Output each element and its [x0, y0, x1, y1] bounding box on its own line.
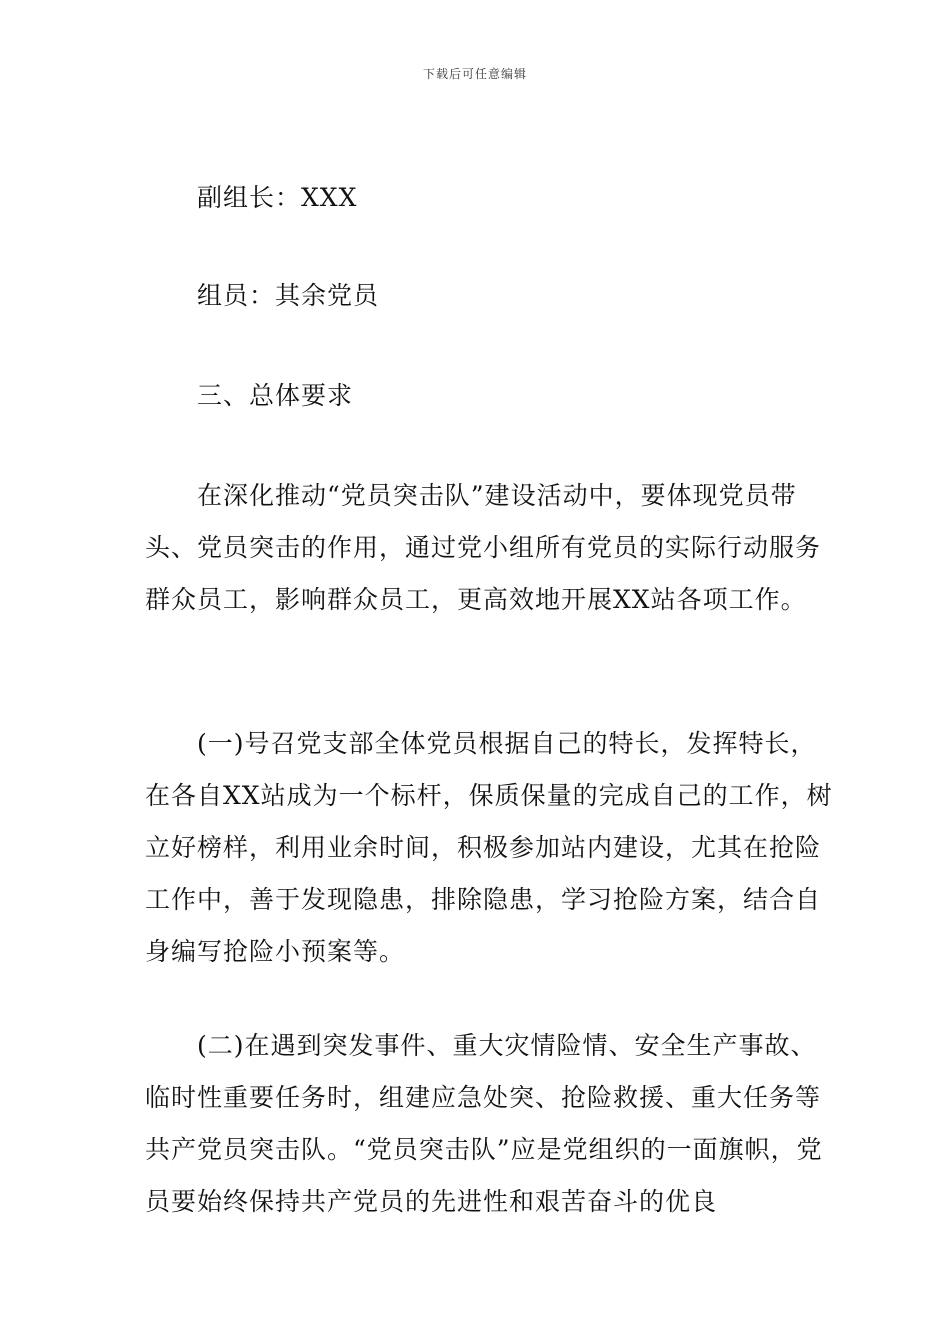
item-one-paragraph: (一)号召党支部全体党员根据自己的特长，发挥特长，在各自XX站成为一个标杆，保质保量的完成自己的工作，树立好榜样，利用业余时间，积极参加站内建设，尤其在抢险工作中，善于发现隐患，排除隐患，学习抢险方案，结合自身编写抢险小预案等。	[145, 729, 833, 966]
intro-paragraph: 在深化推动“党员突击队”建设活动中，要体现党员带头、党员突击的作用，通过党小组所有党员的实际行动服务群众员工，影响群众员工，更高效地开展XX站各项工作。	[145, 481, 822, 614]
section-three-heading: 三、总体要求	[197, 381, 354, 410]
item-two-paragraph: (二)在遇到突发事件、重大灾情险情、安全生产事故、临时性重要任务时，组建应急处突、抢险救援、重大任务等共产党员突击队。“党员突击队”应是党组织的一面旗帜，党员要始终保持共产党员的先进性和艰苦奋斗的优良	[145, 1031, 823, 1216]
header-note: 下载后可任意编辑	[422, 67, 527, 81]
members-line: 组员：其余党员	[197, 281, 380, 310]
deputy-leader-line: 副组长：XXX	[197, 183, 358, 212]
